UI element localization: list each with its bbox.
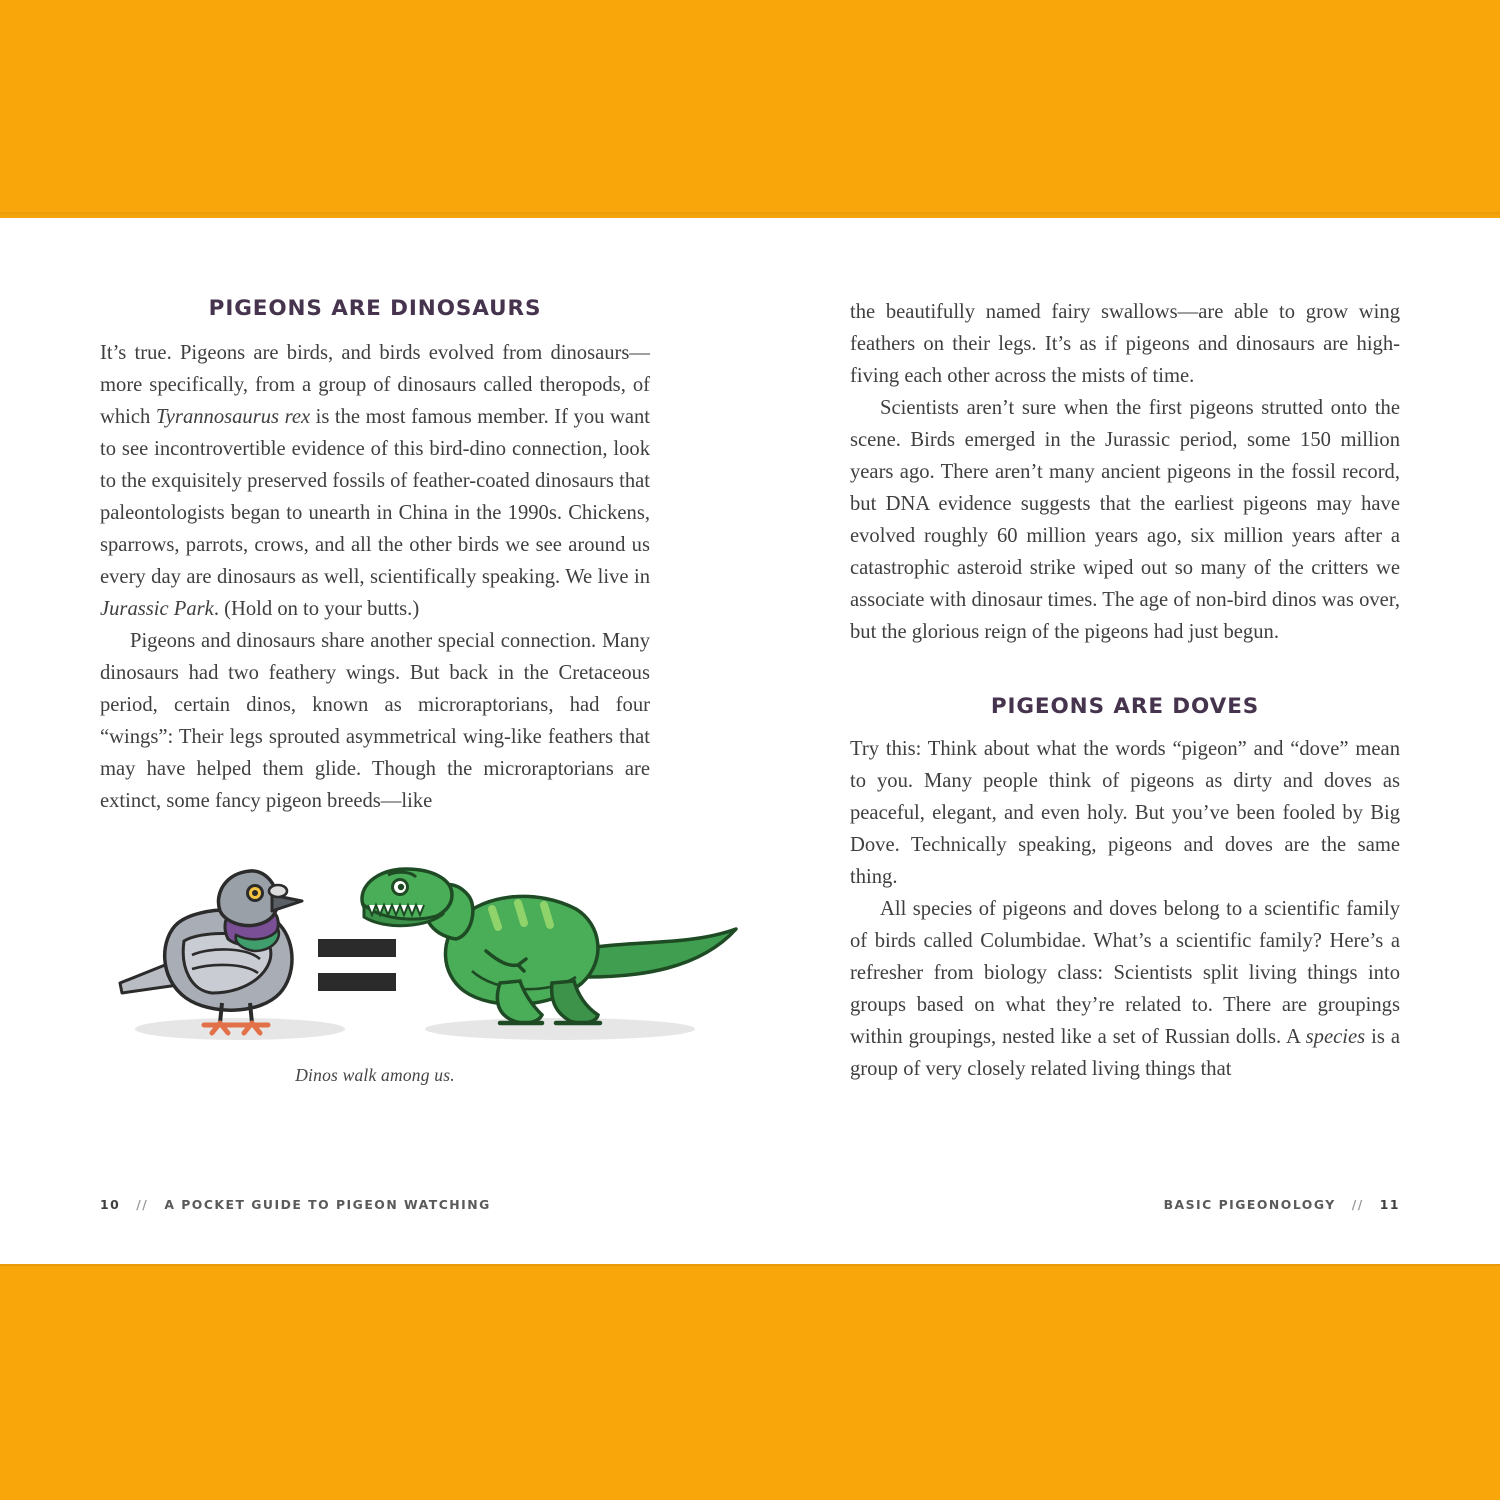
paragraph: the beautifully named fairy swallows—are able to grow wing feathers on their legs. It’s as if pigeons and dinosaurs are high-fiving each other across the mists of time. [850,301,1400,387]
pigeon-illustration [120,871,302,1033]
page-number: 10 [100,1197,121,1212]
folio-right [1164,1197,1400,1212]
right-page [750,218,1500,1264]
figure-caption: Dinos walk among us. [295,1065,455,1085]
left-page [0,218,750,1264]
folio-separator: // [1351,1197,1364,1212]
section-title: PIGEONS ARE DOVES [990,694,1260,719]
paragraph: Pigeons and dinosaurs share another special connection. Many dinosaurs had two feathery wings. But back in the Cretaceous period, certain dinos, known as microraptorians, had four “wings”: Their legs sprouted asymmetrical wing-like feathers that may have helped them glide. Though the microraptorians are extinct, some fancy pigeon breeds—like [100,630,650,812]
book-title: A POCKET GUIDE TO PIGEON WATCHING [164,1197,491,1212]
page-number: 11 [1379,1197,1400,1212]
figure [100,843,650,1085]
paragraph: It’s true. Pigeons are birds, and birds evolved from dinosaurs—more specifically, from a group of dinosaurs called theropods, of which Tyrannosaurus rex is the most famous member. If you want to see incontrovertible evidence of this bird-dino connection, look to the exquisitely preserved fossils of feather-coated dinosaurs that paleontologists began to unearth in China in the 1990s. Chickens, sparrows, parrots, crows, and all the other birds we see around us every day are dinosaurs as well, scientifically speaking. We live in Jurassic Park. (Hold on to your butts.) [100,342,650,620]
pigeon-shadow [135,1018,345,1040]
folio-separator: // [136,1197,149,1212]
paragraph: Scientists aren’t sure when the first pigeons strutted onto the scene. Birds emerged in the Jurassic period, some 150 million years ago. There aren’t many ancient pigeons in the fossil record, but DNA evidence suggests that the earliest pigeons may have evolved roughly 60 million years ago, six million years after a catastrophic asteroid strike wiped out so many of the critters we associate with dinosaur times. The age of non-bird dinos was over, but the glorious reign of the pigeons had just begun. [850,397,1400,643]
page-title: PIGEONS ARE DINOSAURS [208,296,542,321]
folio-left [100,1197,491,1212]
paragraph: Try this: Think about what the words “pigeon” and “dove” mean to you. Many people think of pigeons as dirty and doves as peaceful, elegant, and even holy. But you’ve been fooled by Big Dove. Technically speaking, pigeons and doves are the same thing. [850,738,1400,888]
book-spread [0,218,1500,1264]
paragraph: All species of pigeons and doves belong to a scientific family of birds called Columbidae. What’s a scientific family? Here’s a refresher from biology class: Scientists split living things into groups based on what they’re related to. There are groupings within groupings, nested like a set of Russian dolls. A species is a group of very closely related living things that [850,898,1400,1080]
tyrannosaurus-illustration [362,869,736,1023]
pigeon-equals-dinosaur-illustration [100,843,740,1053]
chapter-title: BASIC PIGEONOLOGY [1163,1197,1336,1212]
equals-sign [318,939,396,991]
